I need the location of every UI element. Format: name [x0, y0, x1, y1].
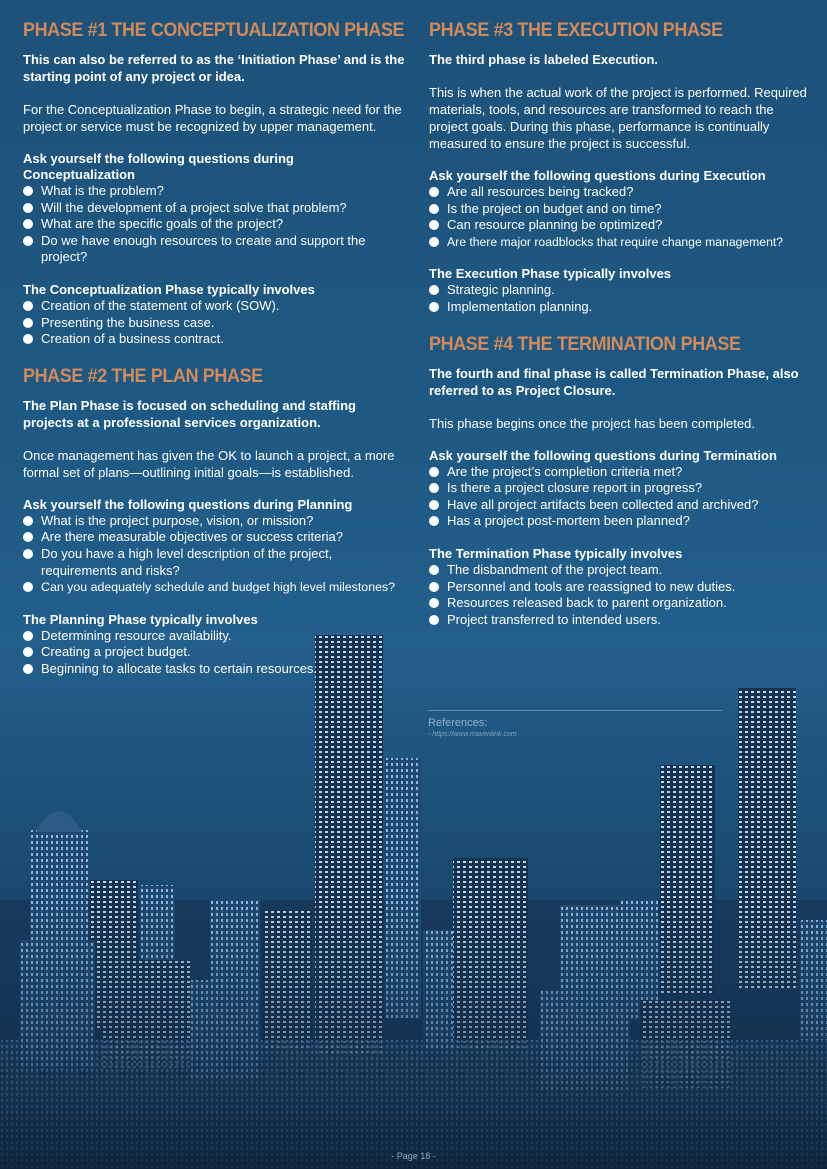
- bullet-icon: [429, 582, 439, 592]
- phase1-involves-heading: The Conceptualization Phase typically involves: [23, 281, 315, 297]
- list-item-text: Can resource planning be optimized?: [447, 217, 663, 233]
- list-item: [23, 298, 405, 315]
- right-column: [429, 18, 811, 644]
- list-item-text: Are there major roadblocks that require change management?: [447, 234, 784, 249]
- list-item-text: Determining resource availability.: [41, 627, 232, 643]
- list-item-text: Project transferred to intended users.: [447, 611, 661, 627]
- list-item: [23, 661, 405, 678]
- list-item-text: Has a project post-mortem been planned?: [447, 513, 690, 529]
- list-item-text: Resources released back to parent organization.: [447, 595, 727, 611]
- list-item-text: Is there a project closure report in progress?: [447, 480, 703, 496]
- bullet-icon: [429, 467, 439, 477]
- phase3-involves-list: [429, 282, 811, 315]
- list-item-text: Do you have a high level description of the project, requirements and risks?: [41, 545, 333, 578]
- bullet-icon: [429, 285, 439, 295]
- list-item: [429, 184, 811, 201]
- list-item: [23, 579, 405, 596]
- left-column: [23, 18, 405, 694]
- phase2-paragraph: Once management has given the OK to launch a project, a more formal set of plans—outlining initial goals—is established.: [23, 447, 395, 480]
- bullet-icon: [23, 186, 33, 196]
- phase1-questions-heading: Ask yourself the following questions during Conceptualization: [23, 151, 294, 182]
- list-item: [23, 628, 405, 645]
- bullet-icon: [23, 664, 33, 674]
- list-item-text: Beginning to allocate tasks to certain resources.: [41, 660, 318, 676]
- list-item: [429, 562, 811, 579]
- phase3-questions-heading: Ask yourself the following questions during Execution: [429, 168, 766, 183]
- bullet-icon: [429, 598, 439, 608]
- list-item: [23, 233, 405, 266]
- references-block: [428, 710, 722, 740]
- phase1-involves-list: [23, 298, 405, 348]
- references-link[interactable]: - https://www.mavenlink.com: [428, 731, 517, 738]
- list-item-text: Implementation planning.: [447, 298, 593, 314]
- phase3-heading: PHASE #3 THE EXECUTION PHASE: [429, 19, 723, 41]
- list-item: [429, 299, 811, 316]
- list-item-text: What is the problem?: [41, 183, 164, 198]
- list-item-text: Can you adequately schedule and budget high level milestones?: [41, 580, 396, 595]
- bullet-icon: [23, 549, 33, 559]
- list-item-text: Have all project artifacts been collected and archived?: [447, 496, 759, 512]
- list-item-text: Personnel and tools are reassigned to new duties.: [447, 578, 736, 594]
- list-item: [429, 201, 811, 218]
- list-item: [23, 183, 405, 200]
- list-item-text: Is the project on budget and on time?: [447, 200, 662, 216]
- bullet-icon: [23, 318, 33, 328]
- bullet-icon: [429, 204, 439, 214]
- phase3-involves-heading: The Execution Phase typically involves: [429, 266, 672, 282]
- bullet-icon: [23, 236, 33, 246]
- list-item-text: Creation of the statement of work (SOW).: [41, 297, 280, 313]
- list-item: [429, 217, 811, 234]
- bullet-icon: [429, 500, 439, 510]
- bullet-icon: [23, 647, 33, 657]
- phase2-questions-heading: Ask yourself the following questions during Planning: [23, 496, 353, 512]
- bullet-icon: [23, 631, 33, 641]
- bullet-icon: [429, 483, 439, 493]
- phase2-lead: The Plan Phase is focused on scheduling and staffing projects at a professional services organization.: [23, 397, 356, 430]
- phase4-heading: PHASE #4 THE TERMINATION PHASE: [429, 332, 741, 355]
- list-item-text: Strategic planning.: [447, 282, 555, 298]
- list-item: [429, 595, 811, 612]
- list-item-text: Creating a project budget.: [41, 644, 191, 660]
- phase4-paragraph: This phase begins once the project has been completed.: [429, 415, 755, 431]
- phase2-section: [23, 364, 405, 678]
- list-item-text: Creation of a business contract.: [41, 331, 224, 347]
- list-item: [23, 546, 405, 579]
- phase1-lead: This can also be referred to as the ‘Initiation Phase’ and is the starting point of any project or idea.: [23, 52, 405, 84]
- list-item: [429, 480, 811, 497]
- phase4-lead: The fourth and final phase is called Termination Phase, also referred to as Project Closure.: [429, 365, 799, 398]
- references-title: References:: [428, 717, 488, 729]
- bullet-icon: [429, 565, 439, 575]
- bullet-icon: [429, 220, 439, 230]
- list-item-text: Are there measurable objectives or success criteria?: [41, 529, 344, 545]
- list-item-text: Will the development of a project solve that problem?: [41, 199, 347, 215]
- list-item: [23, 644, 405, 661]
- list-item-text: Do we have enough resources to create and support the project?: [41, 232, 366, 265]
- bullet-icon: [23, 516, 33, 526]
- list-item-text: The disbandment of the project team.: [447, 561, 663, 577]
- bullet-icon: [429, 516, 439, 526]
- list-item: [429, 282, 811, 299]
- phase1-heading: PHASE #1 THE CONCEPTUALIZATION PHASE: [23, 19, 405, 41]
- bullet-icon: [23, 532, 33, 542]
- list-item: [23, 331, 405, 348]
- phase3-questions-list: [429, 184, 811, 250]
- list-item: [429, 513, 811, 530]
- bullet-icon: [429, 302, 439, 312]
- phase2-heading: PHASE #2 THE PLAN PHASE: [23, 364, 263, 387]
- list-item: [23, 216, 405, 233]
- phase4-involves-list: [429, 562, 811, 628]
- list-item: [23, 529, 405, 546]
- list-item-text: Are all resources being tracked?: [447, 184, 634, 199]
- bullet-icon: [429, 237, 439, 247]
- phase3-section: [429, 18, 811, 316]
- bullet-icon: [23, 219, 33, 229]
- phase1-section: [23, 18, 405, 348]
- list-item: [429, 612, 811, 629]
- phase4-involves-heading: The Termination Phase typically involves: [429, 545, 683, 561]
- list-item: [429, 234, 811, 251]
- list-item-text: Are the project’s completion criteria met?: [447, 463, 683, 479]
- bullet-icon: [23, 301, 33, 311]
- bullet-icon: [23, 582, 33, 592]
- list-item-text: What is the project purpose, vision, or mission?: [41, 512, 314, 528]
- phase3-paragraph: This is when the actual work of the project is performed. Required materials, tools, and resources are transformed to reach the project goals. During this phase, performance is continually measured to ensure the project is successful.: [429, 85, 807, 151]
- list-item-text: What are the specific goals of the project?: [41, 216, 284, 232]
- phase1-paragraph: For the Conceptualization Phase to begin, a strategic need for the project or service must be recognized by upper management.: [23, 102, 402, 134]
- list-item: [429, 579, 811, 596]
- bullet-icon: [23, 334, 33, 344]
- phase2-questions-list: [23, 513, 405, 596]
- bullet-icon: [429, 187, 439, 197]
- phase4-section: [429, 332, 811, 629]
- phase4-questions-heading: Ask yourself the following questions during Termination: [429, 447, 777, 463]
- list-item: [429, 464, 811, 481]
- list-item-text: Presenting the business case.: [41, 314, 215, 330]
- phase2-involves-list: [23, 628, 405, 678]
- list-item: [23, 513, 405, 530]
- list-item: [429, 497, 811, 514]
- bullet-icon: [429, 615, 439, 625]
- page-number: - Page 18 -: [391, 1151, 436, 1161]
- phase2-involves-heading: The Planning Phase typically involves: [23, 611, 258, 627]
- bullet-icon: [23, 203, 33, 213]
- phase4-questions-list: [429, 464, 811, 530]
- phase3-lead: The third phase is labeled Execution.: [429, 52, 658, 67]
- list-item: [23, 200, 405, 217]
- list-item: [23, 315, 405, 332]
- phase1-questions-list: [23, 183, 405, 266]
